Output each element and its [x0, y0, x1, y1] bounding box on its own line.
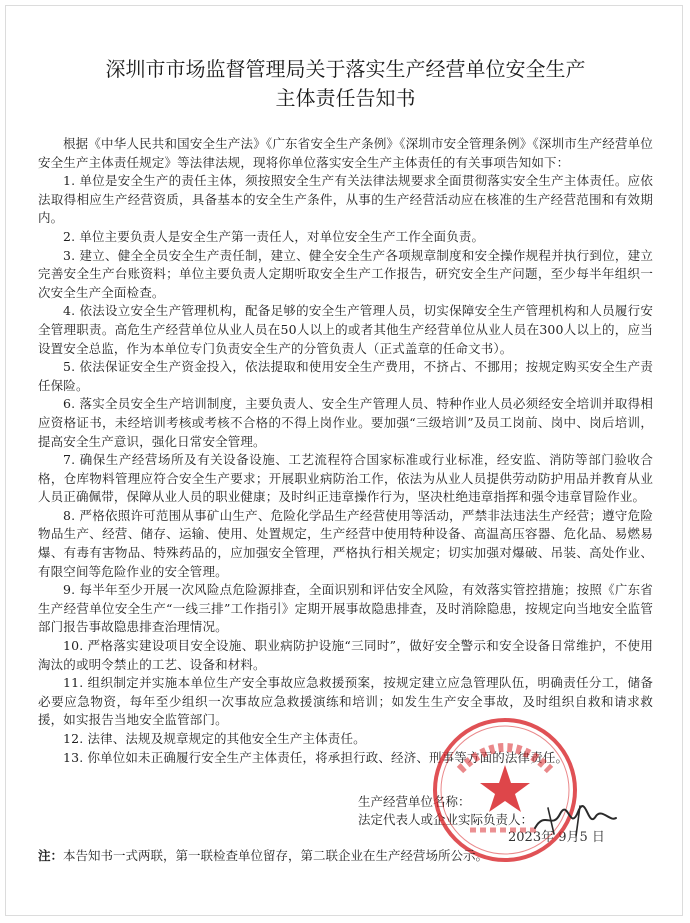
signature-icon [530, 800, 620, 840]
item-6: 6. 落实全员安全生产培训制度，主要负责人、安全生产管理人员、特种作业人员必须经安全培训并取得相应资格证书，未经培训考核或考核不合格的不得上岗作业。要加强“三级培训”及员工岗前、岗中、岗后培训，提高安全生产意识，强化日常安全管理。 [38, 396, 653, 449]
item-11: 11. 组织制定并实施本单位生产安全事故应急救援预案，按规定建立应急管理队伍，明确责任分工，储备必要应急物资，每年至少组织一次事故应急救援演练和培训；如发生生产安全事故，及时组织自救和请求救援，如实报告当地安全监管部门。 [38, 675, 653, 728]
footnote [38, 847, 658, 865]
item-3: 3. 建立、健全全员安全生产责任制，建立、健全安全生产各项规章制度和安全操作规程并执行到位，建立完善安全生产台账资料；单位主要负责人定期听取安全生产工作报告，研究安全生产问题，至少每半年组织一次安全生产全面检查。 [38, 247, 653, 300]
item-8: 8. 严格依照许可范围从事矿山生产、危险化学品生产经营使用等活动，严禁非法违法生产经营；遵守危险物品生产、经营、储存、运输、使用、处置规定，生产经营中使用特种设备、高温高压容器、危化品、易燃易爆、有毒有害物品、特殊药品的，应加强安全管理，严格执行相关规定；切实加强对爆破、吊装、高处作业、有限空间等危险作业的安全管理。 [38, 507, 653, 579]
item-2: 2. 单位主要负责人是安全生产第一责任人，对单位安全生产工作全面负责。 [63, 228, 485, 244]
official-seal-icon [430, 715, 580, 865]
item-5: 5. 依法保证安全生产资金投入，依法提取和使用安全生产费用，不挤占、不挪用；按规定购买安全生产责任保险。 [38, 359, 653, 393]
sign-date: 2023年 9月5 日 [508, 830, 605, 845]
intro-paragraph: 根据《中华人民共和国安全生产法》《广东省安全生产条例》《深圳市安全管理条例》《深圳市生产经营单位安全生产主体责任规定》等法律法规，现将你单位落实安全生产主体责任的有关事项告知如下： [38, 136, 653, 170]
footnote-label: 注： [38, 848, 64, 863]
footnote-text: 本告知书一式两联，第一联检查单位留存，第二联企业在生产经营场所公示。 [63, 848, 489, 863]
sign-unit-label: 生产经营单位名称： [358, 794, 471, 809]
document-body [38, 135, 653, 767]
item-10: 10. 严格落实建设项目安全设施、职业病防护设施“三同时”，做好安全警示和安全设备日常维护，不使用淘汰的或明令禁止的工艺、设备和材料。 [38, 638, 653, 672]
item-12: 12. 法律、法规及规章规定的其他安全生产主体责任。 [63, 731, 366, 746]
item-9: 9. 每半年至少开展一次风险点危险源排查，全面识别和评估安全风险，有效落实管控措施；按照《广东省生产经营单位安全生产“一线三排”工作指引》定期开展事故隐患排查，及时消除隐患，按规定向当地安全监管部门报告事故隐患排查治理情况。 [38, 582, 653, 635]
item-4: 4. 依法设立安全生产管理机构，配备足够的安全生产管理人员，切实保障安全生产管理机构和人员履行安全管理职责。高危生产经营单位从业人员在50人以上的或者其他生产经营单位从业人员在300人以上的，应当设置安全总监，作为本单位专门负责安全生产的分管负责人（正式盖章的任命文书）。 [38, 303, 653, 356]
item-13: 13. 你单位如未正确履行安全生产主体责任，将承担行政、经济、刑事等方面的法律责任。 [63, 749, 569, 765]
item-1: 1. 单位是安全生产的责任主体，须按照安全生产有关法律法规要求全面贯彻落实安全生产主体责任。应依法取得相应生产经营资质，具备基本的安全生产条件，从事的生产经营活动应在核准的生产经营范围和有效期内。 [38, 173, 653, 226]
item-7: 7. 确保生产经营场所及有关设备设施、工艺流程符合国家标准或行业标准，经安监、消防等部门验收合格，仓库物料管理应符合安全生产要求；开展职业病防治工作，依法为从业人员提供劳动防护用品并教育从业人员正确佩带，保障从业人员的职业健康；及时纠正违章操作行为，坚决杜绝违章指挥和强令违章冒险作业。 [38, 452, 653, 505]
sign-representative-label: 法定代表人或企业实际负责人： [358, 812, 534, 827]
title-line-2: 主体责任告知书 [275, 86, 416, 110]
title-line-1: 深圳市市场监督管理局关于落实生产经营单位安全生产 [105, 57, 586, 81]
